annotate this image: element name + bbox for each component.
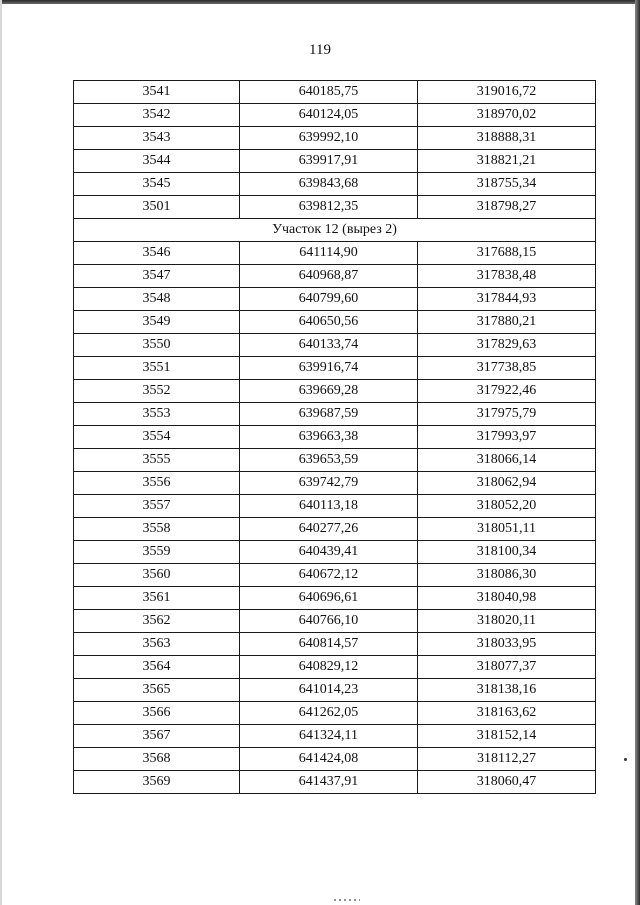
scan-border-top bbox=[0, 0, 640, 4]
x-coordinate-cell: 640672,12 bbox=[240, 564, 418, 587]
point-number-cell: 3552 bbox=[74, 380, 240, 403]
point-number-cell: 3557 bbox=[74, 495, 240, 518]
point-number-cell: 3568 bbox=[74, 748, 240, 771]
table-row bbox=[74, 380, 596, 403]
table-row bbox=[74, 725, 596, 748]
point-number-cell: 3553 bbox=[74, 403, 240, 426]
point-number-cell: 3544 bbox=[74, 150, 240, 173]
point-number-cell: 3501 bbox=[74, 196, 240, 219]
x-coordinate-cell: 639916,74 bbox=[240, 357, 418, 380]
point-number-cell: 3564 bbox=[74, 656, 240, 679]
y-coordinate-cell: 317993,97 bbox=[418, 426, 596, 449]
y-coordinate-cell: 317880,21 bbox=[418, 311, 596, 334]
point-number-cell: 3547 bbox=[74, 265, 240, 288]
table-row bbox=[74, 495, 596, 518]
x-coordinate-cell: 640277,26 bbox=[240, 518, 418, 541]
y-coordinate-cell: 318062,94 bbox=[418, 472, 596, 495]
x-coordinate-cell: 640650,56 bbox=[240, 311, 418, 334]
point-number-cell: 3561 bbox=[74, 587, 240, 610]
table-row bbox=[74, 242, 596, 265]
point-number-cell: 3549 bbox=[74, 311, 240, 334]
table-row bbox=[74, 587, 596, 610]
table-row bbox=[74, 150, 596, 173]
table-row bbox=[74, 702, 596, 725]
x-coordinate-cell: 639812,35 bbox=[240, 196, 418, 219]
point-number-cell: 3569 bbox=[74, 771, 240, 794]
table-row bbox=[74, 748, 596, 771]
point-number-cell: 3545 bbox=[74, 173, 240, 196]
x-coordinate-cell: 639992,10 bbox=[240, 127, 418, 150]
y-coordinate-cell: 318040,98 bbox=[418, 587, 596, 610]
section-header-row bbox=[74, 219, 596, 242]
table-row bbox=[74, 81, 596, 104]
y-coordinate-cell: 318052,20 bbox=[418, 495, 596, 518]
y-coordinate-cell: 318821,21 bbox=[418, 150, 596, 173]
y-coordinate-cell: 318060,47 bbox=[418, 771, 596, 794]
scan-border-left bbox=[0, 0, 2, 905]
x-coordinate-cell: 640968,87 bbox=[240, 265, 418, 288]
y-coordinate-cell: 318033,95 bbox=[418, 633, 596, 656]
y-coordinate-cell: 318152,14 bbox=[418, 725, 596, 748]
coordinates-table-body bbox=[74, 81, 596, 794]
point-number-cell: 3556 bbox=[74, 472, 240, 495]
coordinates-table bbox=[73, 80, 596, 794]
x-coordinate-cell: 639663,38 bbox=[240, 426, 418, 449]
y-coordinate-cell: 317922,46 bbox=[418, 380, 596, 403]
point-number-cell: 3555 bbox=[74, 449, 240, 472]
table-row bbox=[74, 104, 596, 127]
y-coordinate-cell: 318138,16 bbox=[418, 679, 596, 702]
y-coordinate-cell: 318077,37 bbox=[418, 656, 596, 679]
page-number: 119 bbox=[309, 42, 331, 58]
x-coordinate-cell: 640696,61 bbox=[240, 587, 418, 610]
x-coordinate-cell: 640124,05 bbox=[240, 104, 418, 127]
table-row bbox=[74, 564, 596, 587]
scan-speck bbox=[624, 758, 627, 761]
section-title: Участок 12 (вырез 2) bbox=[74, 219, 596, 242]
table-row bbox=[74, 403, 596, 426]
point-number-cell: 3565 bbox=[74, 679, 240, 702]
point-number-cell: 3554 bbox=[74, 426, 240, 449]
table-row bbox=[74, 541, 596, 564]
point-number-cell: 3562 bbox=[74, 610, 240, 633]
point-number-cell: 3542 bbox=[74, 104, 240, 127]
x-coordinate-cell: 641424,08 bbox=[240, 748, 418, 771]
x-coordinate-cell: 640133,74 bbox=[240, 334, 418, 357]
scan-smudge bbox=[334, 899, 360, 901]
table-row bbox=[74, 288, 596, 311]
y-coordinate-cell: 318970,02 bbox=[418, 104, 596, 127]
x-coordinate-cell: 640766,10 bbox=[240, 610, 418, 633]
table-row bbox=[74, 426, 596, 449]
y-coordinate-cell: 318112,27 bbox=[418, 748, 596, 771]
y-coordinate-cell: 317829,63 bbox=[418, 334, 596, 357]
table-row bbox=[74, 771, 596, 794]
table-row bbox=[74, 679, 596, 702]
y-coordinate-cell: 317688,15 bbox=[418, 242, 596, 265]
point-number-cell: 3567 bbox=[74, 725, 240, 748]
y-coordinate-cell: 318888,31 bbox=[418, 127, 596, 150]
x-coordinate-cell: 640113,18 bbox=[240, 495, 418, 518]
x-coordinate-cell: 641437,91 bbox=[240, 771, 418, 794]
table-row bbox=[74, 173, 596, 196]
x-coordinate-cell: 641114,90 bbox=[240, 242, 418, 265]
table-row bbox=[74, 357, 596, 380]
point-number-cell: 3550 bbox=[74, 334, 240, 357]
x-coordinate-cell: 640814,57 bbox=[240, 633, 418, 656]
x-coordinate-cell: 639687,59 bbox=[240, 403, 418, 426]
table-row bbox=[74, 656, 596, 679]
x-coordinate-cell: 639669,28 bbox=[240, 380, 418, 403]
y-coordinate-cell: 318163,62 bbox=[418, 702, 596, 725]
point-number-cell: 3546 bbox=[74, 242, 240, 265]
y-coordinate-cell: 318798,27 bbox=[418, 196, 596, 219]
table-row bbox=[74, 449, 596, 472]
y-coordinate-cell: 317838,48 bbox=[418, 265, 596, 288]
y-coordinate-cell: 317975,79 bbox=[418, 403, 596, 426]
y-coordinate-cell: 318066,14 bbox=[418, 449, 596, 472]
table-row bbox=[74, 334, 596, 357]
table-row bbox=[74, 265, 596, 288]
y-coordinate-cell: 319016,72 bbox=[418, 81, 596, 104]
y-coordinate-cell: 318755,34 bbox=[418, 173, 596, 196]
scan-border-right bbox=[635, 0, 640, 905]
table-row bbox=[74, 311, 596, 334]
table-row bbox=[74, 518, 596, 541]
x-coordinate-cell: 640185,75 bbox=[240, 81, 418, 104]
point-number-cell: 3541 bbox=[74, 81, 240, 104]
point-number-cell: 3543 bbox=[74, 127, 240, 150]
x-coordinate-cell: 640799,60 bbox=[240, 288, 418, 311]
table-row bbox=[74, 127, 596, 150]
x-coordinate-cell: 641014,23 bbox=[240, 679, 418, 702]
point-number-cell: 3548 bbox=[74, 288, 240, 311]
x-coordinate-cell: 639653,59 bbox=[240, 449, 418, 472]
y-coordinate-cell: 318086,30 bbox=[418, 564, 596, 587]
x-coordinate-cell: 639742,79 bbox=[240, 472, 418, 495]
table-row bbox=[74, 610, 596, 633]
point-number-cell: 3551 bbox=[74, 357, 240, 380]
y-coordinate-cell: 318020,11 bbox=[418, 610, 596, 633]
x-coordinate-cell: 639917,91 bbox=[240, 150, 418, 173]
x-coordinate-cell: 640439,41 bbox=[240, 541, 418, 564]
y-coordinate-cell: 318100,34 bbox=[418, 541, 596, 564]
point-number-cell: 3559 bbox=[74, 541, 240, 564]
point-number-cell: 3566 bbox=[74, 702, 240, 725]
x-coordinate-cell: 641324,11 bbox=[240, 725, 418, 748]
table-row bbox=[74, 633, 596, 656]
point-number-cell: 3563 bbox=[74, 633, 240, 656]
y-coordinate-cell: 317844,93 bbox=[418, 288, 596, 311]
x-coordinate-cell: 639843,68 bbox=[240, 173, 418, 196]
table-row bbox=[74, 196, 596, 219]
x-coordinate-cell: 641262,05 bbox=[240, 702, 418, 725]
y-coordinate-cell: 318051,11 bbox=[418, 518, 596, 541]
point-number-cell: 3560 bbox=[74, 564, 240, 587]
table-row bbox=[74, 472, 596, 495]
point-number-cell: 3558 bbox=[74, 518, 240, 541]
x-coordinate-cell: 640829,12 bbox=[240, 656, 418, 679]
y-coordinate-cell: 317738,85 bbox=[418, 357, 596, 380]
